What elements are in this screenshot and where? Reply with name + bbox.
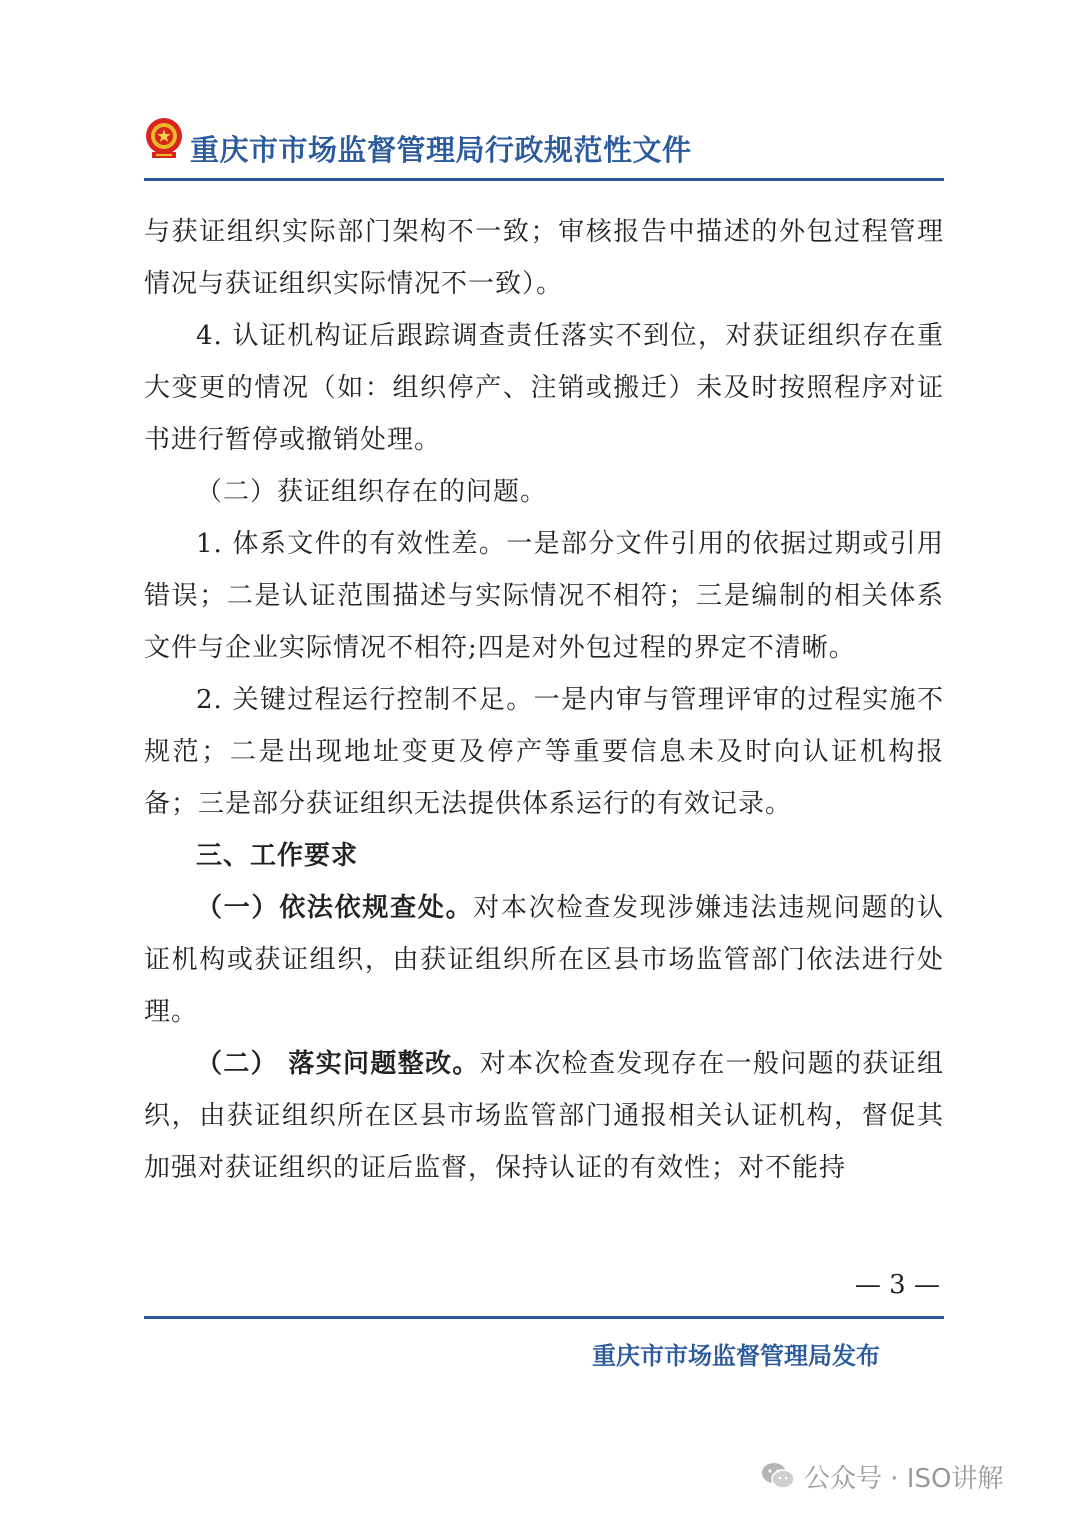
header-title: 重庆市市场监督管理局行政规范性文件: [190, 133, 692, 167]
watermark: [760, 1456, 1003, 1496]
paragraph-continuation: 与获证组织实际部门架构不一致；审核报告中描述的外包过程管理情况与获证组织实际情况不一致）。: [144, 217, 944, 299]
section-heading-requirements: 三、工作要求: [196, 841, 359, 871]
paragraph-requirement-2: （二） 落实问题整改。对本次检查发现存在一般问题的获证组织，由获证组织所在区县市场监管部门通报相关认证机构，督促其加强对获证组织的证后监督，保持认证的有效性；对不能持: [144, 1049, 944, 1183]
wechat-icon: [760, 1461, 796, 1491]
subheading-issues: （二）获证组织存在的问题。: [196, 477, 548, 507]
national-emblem-icon: [144, 116, 184, 160]
requirement-2-lead: （二） 落实问题整改。: [196, 1049, 480, 1079]
document-body: [144, 206, 944, 1194]
publisher-label: 重庆市市场监督管理局发布: [592, 1342, 880, 1370]
paragraph-requirement-1: （一）依法依规查处。对本次检查发现涉嫌违法违规问题的认证机构或获证组织，由获证组织所在区县市场监管部门依法进行处理。: [144, 893, 944, 1027]
header-rule: [144, 178, 944, 181]
watermark-text: 公众号 · ISO讲解: [804, 1463, 1004, 1494]
footer-rule: [144, 1316, 944, 1319]
requirement-1-lead: （一）依法依规查处。: [196, 893, 474, 923]
paragraph-item-4: 4. 认证机构证后跟踪调查责任落实不到位，对获证组织存在重大变更的情况（如：组织停产、注销或搬迁）未及时按照程序对证书进行暂停或撤销处理。: [144, 321, 944, 455]
document-header: [144, 112, 944, 182]
page-number: — 3 —: [854, 1270, 940, 1300]
paragraph-item-2: 2. 关键过程运行控制不足。一是内审与管理评审的过程实施不规范；二是出现地址变更及停产等重要信息未及时向认证机构报备；三是部分获证组织无法提供体系运行的有效记录。: [144, 685, 944, 819]
paragraph-item-1: 1. 体系文件的有效性差。一是部分文件引用的依据过期或引用错误；二是认证范围描述与实际情况不相符；三是编制的相关体系文件与企业实际情况不相符;四是对外包过程的界定不清晰。: [144, 529, 944, 663]
